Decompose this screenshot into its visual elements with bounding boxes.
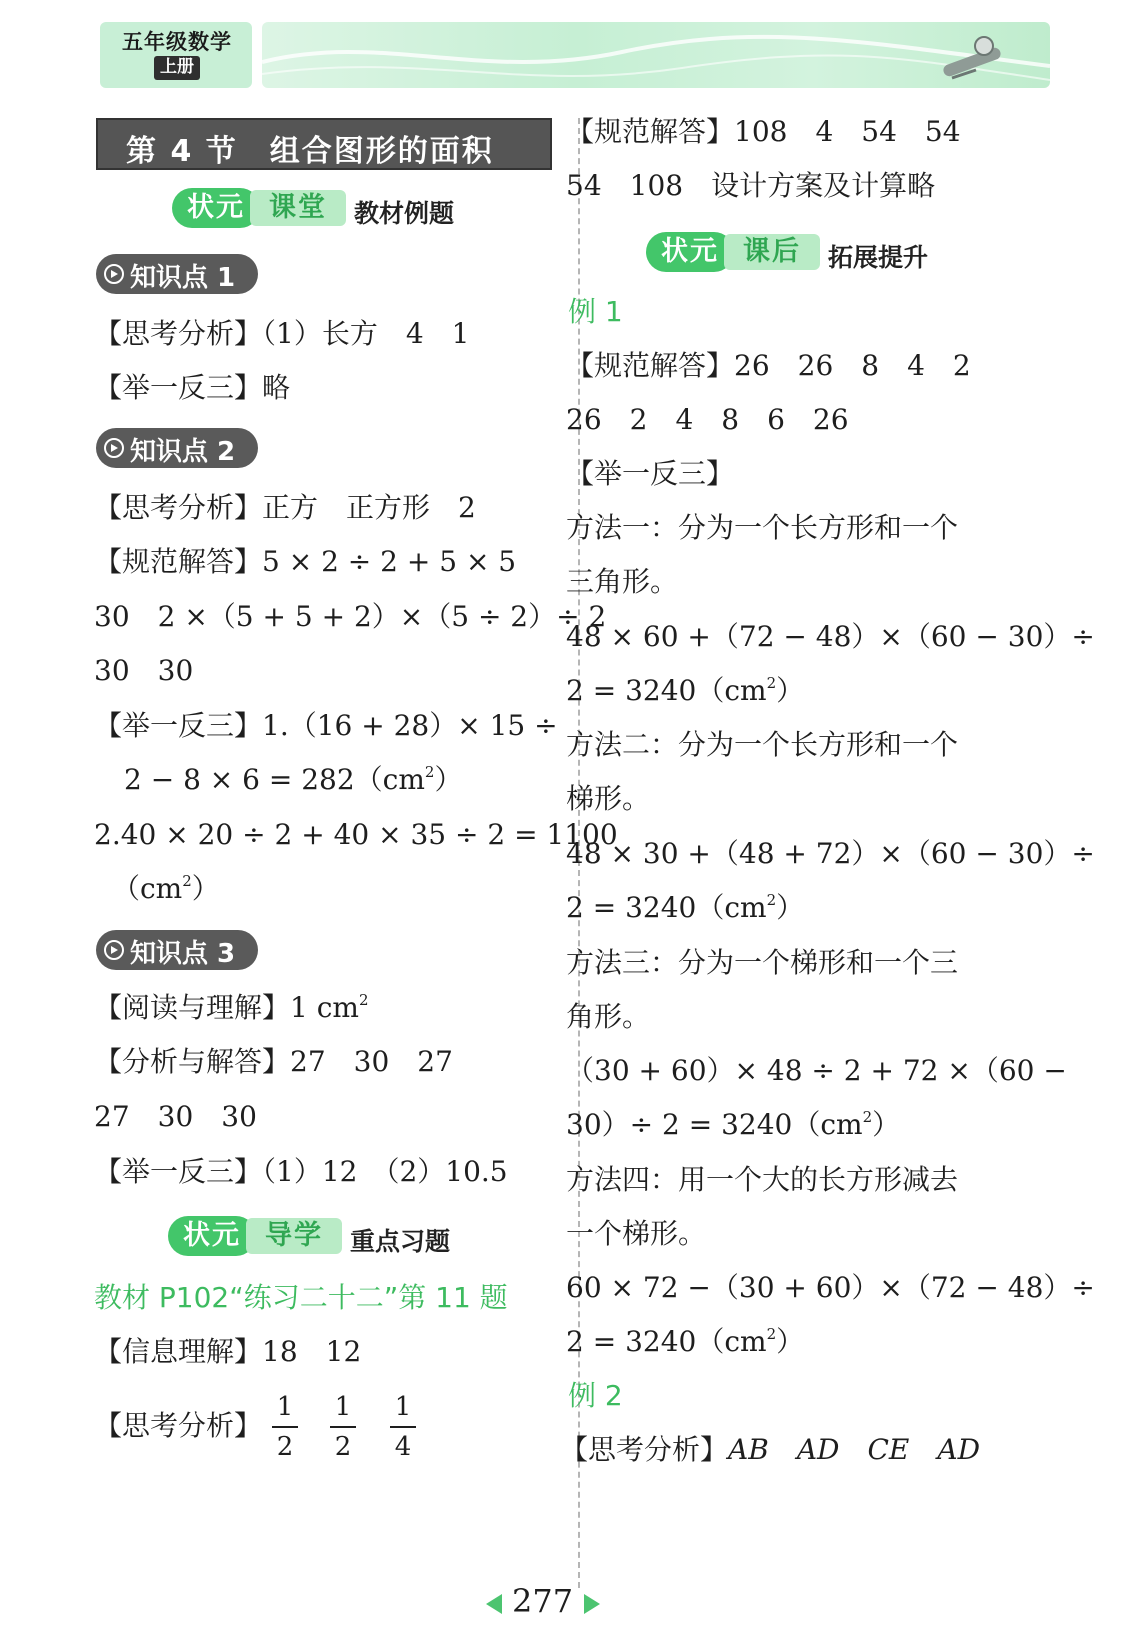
text-run: 【阅读与理解】1 cm <box>94 991 359 1024</box>
denominator: 2 <box>334 1432 352 1462</box>
text-line: （30 + 60）× 48 ÷ 2 + 72 ×（60 − <box>566 1054 1067 1087</box>
fraction <box>328 1390 358 1464</box>
section-title: 第 4 节 组合图形的面积 <box>126 134 494 169</box>
header-volume-badge: 上册 <box>154 56 200 80</box>
text-line: 方法四：用一个大的长方形减去 <box>566 1163 959 1196</box>
page-next-arrow-icon <box>584 1594 600 1614</box>
text-line: 【思考分析】 <box>94 1409 263 1442</box>
text-run: ） <box>434 763 463 796</box>
example-label: 例 2 <box>568 1379 623 1412</box>
tag-pill-primary: 状元 <box>172 188 260 228</box>
knowledge-point-1 <box>96 254 258 294</box>
text-line: 【思考分析】（1）长方 4 1 <box>94 317 470 350</box>
text-line: 54 108 设计方案及计算略 <box>566 169 936 202</box>
text-line <box>94 988 369 1028</box>
tag-subtitle: 重点习题 <box>350 1227 451 1256</box>
text-run: ） <box>872 1108 901 1141</box>
play-circle-icon <box>104 940 124 960</box>
text-line: 2.40 × 20 ÷ 2 + 40 × 35 ÷ 2 = 1100 <box>94 818 618 851</box>
tag-pill-primary: 状元 <box>646 232 734 272</box>
text-run: （cm <box>112 872 183 905</box>
superscript: 2 <box>862 1108 873 1126</box>
text-line: 【规范解答】26 26 8 4 2 <box>566 349 971 382</box>
text-line <box>566 671 804 711</box>
text-line: 27 30 30 <box>94 1100 257 1133</box>
denominator: 2 <box>276 1432 294 1462</box>
text-line <box>560 1430 980 1470</box>
denominator: 4 <box>394 1432 412 1462</box>
text-run: 2 − 8 × 6 = 282（cm <box>124 763 425 796</box>
text-run: ） <box>776 891 805 924</box>
superscript: 2 <box>424 763 435 781</box>
text-line <box>566 1105 900 1145</box>
fraction-bar <box>390 1426 416 1428</box>
header-banner <box>262 22 1050 88</box>
knowledge-point-label: 知识点 2 <box>130 437 236 467</box>
superscript: 2 <box>766 1325 777 1343</box>
text-line <box>566 1322 804 1362</box>
text-line: 30 2 ×（5 + 5 + 2）×（5 ÷ 2）÷ 2 <box>94 600 607 633</box>
text-line: 30 30 <box>94 654 194 687</box>
tag-pill-secondary: 课堂 <box>250 190 346 226</box>
text-run: ） <box>191 872 220 905</box>
superscript: 2 <box>766 891 777 909</box>
text-line: 角形。 <box>566 1000 651 1033</box>
tag-subtitle: 拓展提升 <box>828 243 929 272</box>
example-label: 例 1 <box>568 295 623 328</box>
text-run: 【思考分析】 <box>560 1433 729 1466</box>
fraction <box>388 1390 418 1464</box>
text-line: 【规范解答】5 × 2 ÷ 2 + 5 × 5 <box>94 545 517 578</box>
text-line: 方法一：分为一个长方形和一个 <box>566 511 959 544</box>
knowledge-point-3 <box>96 930 258 970</box>
tag-after-class <box>646 228 966 276</box>
text-line: 【举一反三】（1）12 （2）10.5 <box>94 1155 508 1188</box>
text-line <box>566 888 804 928</box>
superscript: 2 <box>358 991 369 1009</box>
text-line: 方法三：分为一个梯形和一个三 <box>566 946 959 979</box>
text-run: 2 = 3240（cm <box>566 891 767 924</box>
text-line: 【举一反三】 <box>566 457 735 490</box>
text-line: 48 × 60 +（72 − 48）×（60 − 30）÷ <box>566 620 1095 653</box>
play-circle-icon <box>104 438 124 458</box>
text-line: 26 2 4 8 6 26 <box>566 403 849 436</box>
fraction-bar <box>272 1426 298 1428</box>
knowledge-point-2 <box>96 428 258 468</box>
banner-wave-decoration <box>262 22 1050 88</box>
numerator: 1 <box>394 1392 412 1422</box>
tag-pill-secondary: 课后 <box>724 234 820 270</box>
exercise-reference: 教材 P102“练习二十二”第 11 题 <box>94 1281 508 1314</box>
header-grade: 五年级数学 <box>122 30 232 54</box>
fraction-bar <box>330 1426 356 1428</box>
tag-key-exercises <box>168 1212 488 1260</box>
tag-pill-primary: 状元 <box>168 1216 256 1256</box>
text-line: 三角形。 <box>566 565 679 598</box>
text-line: 【分析与解答】27 30 27 <box>94 1045 453 1078</box>
text-line: 方法二：分为一个长方形和一个 <box>566 728 959 761</box>
text-run-italic: AB AD CE AD <box>728 1433 981 1466</box>
superscript: 2 <box>766 674 777 692</box>
numerator: 1 <box>276 1392 294 1422</box>
tag-textbook-examples <box>172 184 472 232</box>
text-run: ） <box>776 1325 805 1358</box>
play-circle-icon <box>104 264 124 284</box>
page-prev-arrow-icon <box>486 1594 502 1614</box>
tag-pill-secondary: 导学 <box>246 1218 342 1254</box>
section-title-bar <box>96 118 552 170</box>
text-line: 【信息理解】18 12 <box>94 1335 362 1368</box>
text-line: 【举一反三】略 <box>94 371 291 404</box>
text-line: 一个梯形。 <box>566 1217 707 1250</box>
text-run: 30）÷ 2 = 3240（cm <box>566 1108 863 1141</box>
text-line: 【举一反三】1.（16 + 28）× 15 ÷ <box>94 709 558 742</box>
numerator: 1 <box>334 1392 352 1422</box>
text-line <box>124 760 462 800</box>
knowledge-point-label: 知识点 3 <box>130 939 236 969</box>
fraction <box>270 1390 300 1464</box>
text-line: 【思考分析】正方 正方形 2 <box>94 491 476 524</box>
page-number: 277 <box>512 1582 574 1620</box>
text-run: 2 = 3240（cm <box>566 674 767 707</box>
tag-subtitle: 教材例题 <box>354 199 455 228</box>
text-line <box>112 869 220 909</box>
text-run: ） <box>776 674 805 707</box>
text-line: 梯形。 <box>566 782 651 815</box>
superscript: 2 <box>182 872 192 890</box>
text-line: 60 × 72 −（30 + 60）×（72 − 48）÷ <box>566 1271 1095 1304</box>
text-line: 48 × 30 +（48 + 72）×（60 − 30）÷ <box>566 837 1095 870</box>
knowledge-point-label: 知识点 1 <box>130 263 236 293</box>
text-run: 2 = 3240（cm <box>566 1325 767 1358</box>
text-line: 【规范解答】108 4 54 54 <box>566 115 961 148</box>
